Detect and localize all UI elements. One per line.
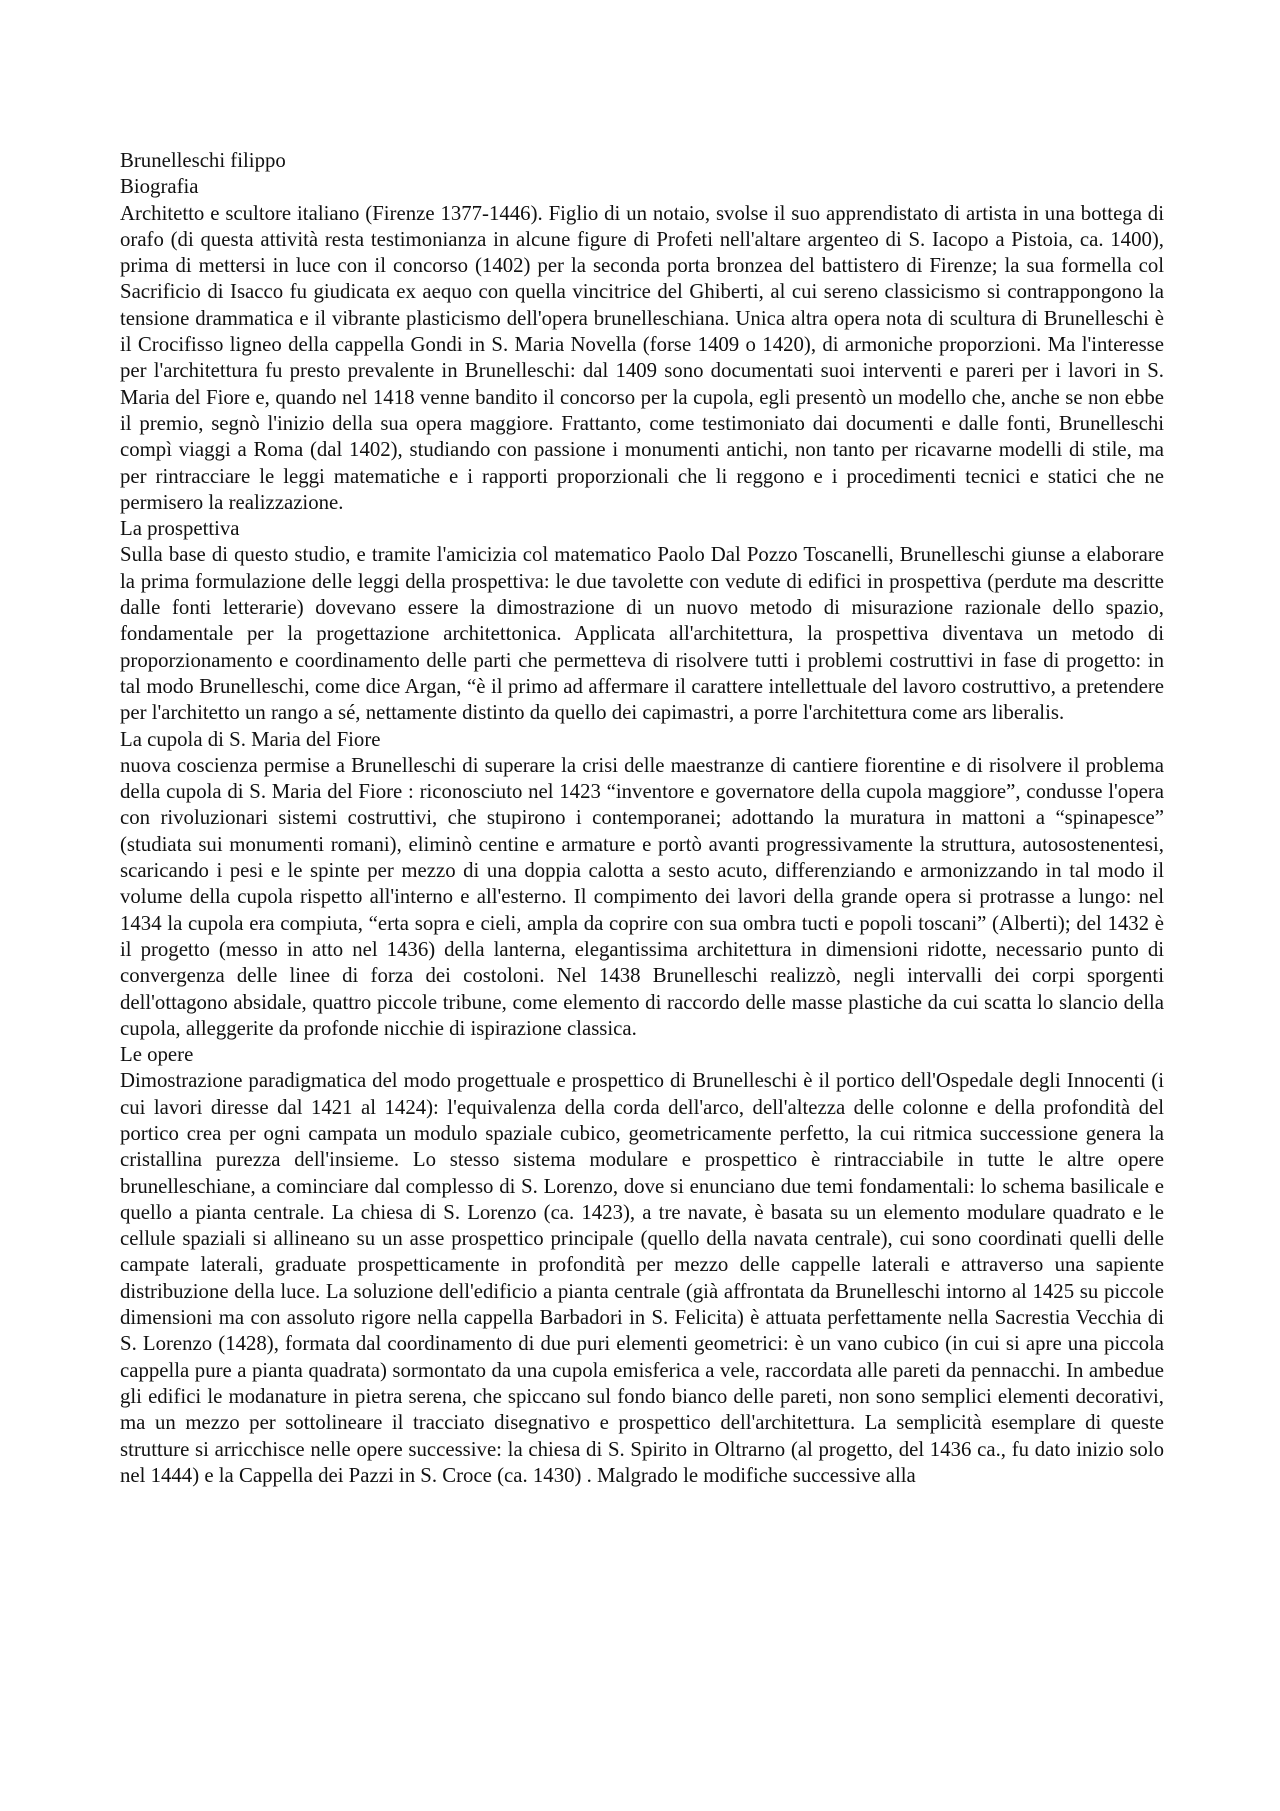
section-heading-cupola: La cupola di S. Maria del Fiore bbox=[120, 727, 381, 751]
section-heading-opere: Le opere bbox=[120, 1043, 194, 1067]
section-text-biografia: Architetto e scultore italiano (Firenze 1377-1446). Figlio di un notaio, svolse il suo apprendistato di artista in una bottega di orafo (di questa attività resta testimonianza in alcune figure di Profeti nell'altare argenteo di S. Iacopo a Pistoia, ca. 1400), prima di mettersi in luce con il concorso (1402) per la seconda porta bronzea del battistero di Firenze; la sua formella col Sacrificio di Isacco fu giudicata ex aequo con quella vincitrice del Ghiberti, al cui sereno classicismo si contrappongono la tensione drammatica e il vibrante plasticismo dell'opera brunelleschiana. Unica altra opera nota di scultura di Brunelleschi è il Crocifisso ligneo della cappella Gondi in S. Maria Novella (forse 1409 o 1420), di armoniche proporzioni. Ma l'interesse per l'architettura fu presto prevalente in Brunelleschi: dal 1409 sono documentati suoi interventi e pareri per i lavori in S. Maria del Fiore e, quando nel 1418 venne bandito il concorso per la cupola, egli presentò un modello che, anche se non ebbe il premio, segnò l'inizio della sua opera maggiore. Frattanto, come testimoniato dai documenti e dalle fonti, Brunelleschi compì viaggi a Roma (dal 1402), studiando con passione i monumenti antichi, non tanto per ricavarne modelli di stile, ma per rintracciare le leggi matematiche e i rapporti proporzionali che li reggono e i procedimenti tecnici e statici che ne permisero la realizzazione. bbox=[120, 201, 1164, 514]
document-page bbox=[120, 148, 1164, 1489]
section-heading-prospettiva: La prospettiva bbox=[120, 517, 240, 541]
section-heading-biografia: Biografia bbox=[120, 175, 199, 199]
document-title: Brunelleschi filippo bbox=[120, 149, 286, 172]
section-text-opere: Dimostrazione paradigmatica del modo progettuale e prospettico di Brunelleschi è il portico dell'Ospedale degli Innocenti (i cui lavori diresse dal 1421 al 1424): l'equivalenza della corda dell'arco, dell'altezza delle colonne e della profondità del portico crea per ogni campata un modulo spaziale cubico, geometricamente perfetto, la cui ritmica successione genera la cristallina purezza dell'insieme. Lo stesso sistema modulare e prospettico è rintracciabile in tutte le altre opere brunelleschiane, a cominciare dal complesso di S. Lorenzo, dove si enunciano due temi fondamentali: lo schema basilicale e quello a pianta centrale. La chiesa di S. Lorenzo (ca. 1423), a tre navate, è basata su un elemento modulare quadrato e le cellule spaziali si allineano su un asse prospettico principale (quello della navata centrale), cui sono coordinati quelli delle campate laterali, graduate prospetticamente in profondità per mezzo delle cappelle laterali e attraverso una sapiente distribuzione della luce. La soluzione dell'edificio a pianta centrale (già affrontata da Brunelleschi intorno al 1425 su piccole dimensioni ma con assoluto rigore nella cappella Barbadori in S. Felicita) è attuata perfettamente nella Sacrestia Vecchia di S. Lorenzo (1428), formata dal coordinamento di due puri elementi geometrici: è un vano cubico (in cui si apre una piccola cappella pure a pianta quadrata) sormontato da una cupola emisferica a vele, raccordata alle pareti da pennacchi. In ambedue gli edifici le modanature in pietra serena, che spiccano sul fondo bianco delle pareti, non sono semplici elementi decorativi, ma un mezzo per sottolineare il tracciato disegnativo e prospettico dell'architettura. La semplicità esemplare di queste strutture si arricchisce nelle opere successive: la chiesa di S. Spirito in Oltrarno (al progetto, del 1436 ca., fu dato inizio solo nel 1444) e la Cappella dei Pazzi in S. Croce (ca. 1430) . Malgrado le modifiche successive alla bbox=[120, 1069, 1164, 1487]
section-text-prospettiva: Sulla base di questo studio, e tramite l'amicizia col matematico Paolo Dal Pozzo Toscanelli, Brunelleschi giunse a elaborare la prima formulazione delle leggi della prospettiva: le due tavolette con vedute di edifici in prospettiva (perdute ma descritte dalle fonti letterarie) dovevano essere la dimostrazione di un nuovo metodo di misurazione razionale dello spazio, fondamentale per la progettazione architettonica. Applicata all'architettura, la prospettiva diventava un metodo di proporzionamento e coordinamento delle parti che permetteva di risolvere tutti i problemi costruttivi in fase di progetto: in tal modo Brunelleschi, come dice Argan, “è il primo ad affermare il carattere intellettuale del lavoro costruttivo, a pretendere per l'architetto un rango a sé, nettamente distinto da quello dei capimastri, a porre l'architettura come ars liberalis. bbox=[120, 543, 1164, 725]
section-text-cupola: nuova coscienza permise a Brunelleschi di superare la crisi delle maestranze di cantiere fiorentine e di risolvere il problema della cupola di S. Maria del Fiore : riconosciuto nel 1423 “inventore e governatore della cupola maggiore”, condusse l'opera con rivoluzionari sistemi costruttivi, che stupirono i contemporanei; adottando la muratura in mattoni a “spinapesce” (studiata sui monumenti romani), eliminò centine e armature e portò avanti progressivamente la struttura, autosostenentesi, scaricando i pesi e le spinte per mezzo di una doppia calotta a sesto acuto, differenziando e armonizzando in tal modo il volume della cupola rispetto all'interno e all'esterno. Il compimento dei lavori della grande opera si protrasse a lungo: nel 1434 la cupola era compiuta, “erta sopra e cieli, ampla da coprire con sua ombra tucti e popoli toscani” (Alberti); del 1432 è il progetto (messo in atto nel 1436) della lanterna, elegantissima architettura in dimensioni ridotte, necessario punto di convergenza delle linee di forza dei costoloni. Nel 1438 Brunelleschi realizzò, negli intervalli dei corpi sporgenti dell'ottagono absidale, quattro piccole tribune, come elemento di raccordo delle masse plastiche da cui scatta lo slancio della cupola, alleggerite da profonde nicchie di ispirazione classica. bbox=[120, 753, 1164, 1040]
